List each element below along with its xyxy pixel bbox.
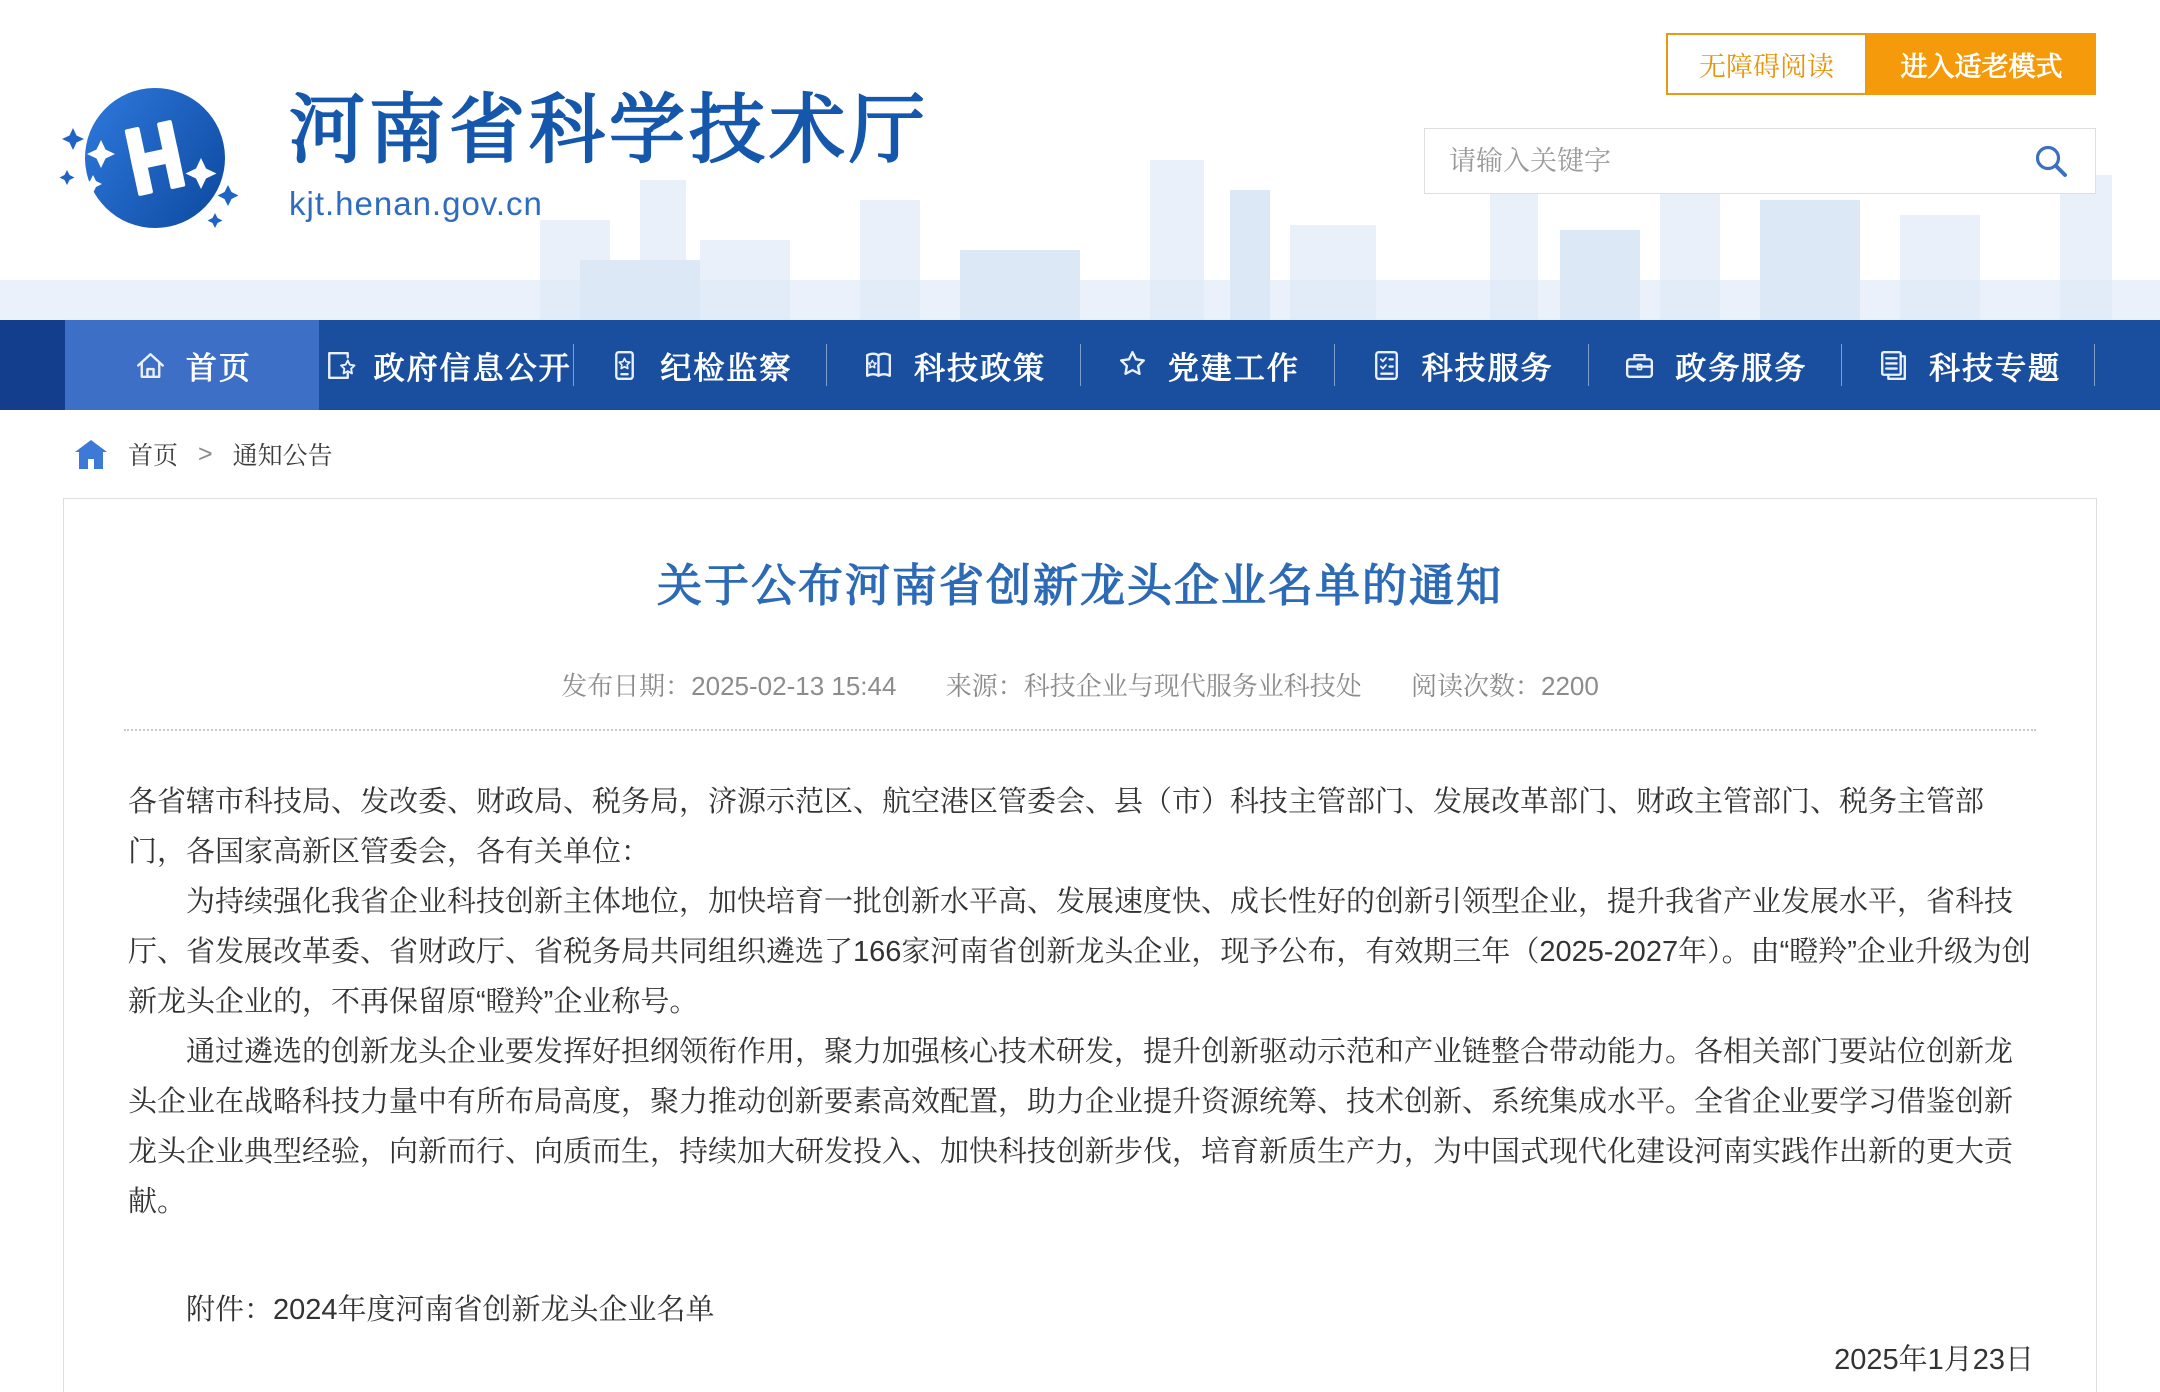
nav-item-label: 政府信息公开	[373, 350, 572, 386]
article-title: 关于公布河南省创新龙头企业名单的通知	[656, 560, 1503, 611]
nav-item-label: 科技专题	[1929, 350, 2062, 386]
nav-item-label: 首页	[185, 350, 252, 386]
article-meta	[64, 666, 2096, 703]
nav-item-gov-service[interactable]	[1588, 320, 1842, 410]
nav-left-strip	[0, 320, 65, 410]
breadcrumb-separator: >	[198, 439, 213, 468]
sci-service-checklist-icon	[1368, 347, 1405, 384]
site-header	[0, 0, 2160, 320]
paragraph: 为持续强化我省企业科技创新主体地位，加快培育一批创新水平高、发展速度快、成长性好的创新引领型企业，提升我省产业发展水平，省科技厅、省发展改革委、省财政厅、省税务局共同组织遴选了166家河南省创新龙头企业，现予公布，有效期三年（2025-2027年）。由“瞪羚”企业升级为创新龙头企业的，不再保留原“瞪羚”企业称号。	[128, 886, 2031, 1018]
nav-item-party-building[interactable]	[1080, 320, 1334, 410]
nav-right-strip	[2095, 320, 2160, 410]
nav-item-sci-topics[interactable]	[1841, 320, 2095, 410]
accessibility-reading-button[interactable]: 无障碍阅读	[1666, 33, 1867, 95]
home-icon	[132, 347, 169, 384]
nav-item-label: 科技政策	[914, 350, 1047, 386]
search-box	[1424, 128, 2096, 194]
nav-item-sci-service[interactable]	[1334, 320, 1588, 410]
paragraph: 通过遴选的创新龙头企业要发挥好担纲领衔作用，聚力加强核心技术研发，提升创新驱动示范和产业链整合带动能力。各相关部门要站位创新龙头企业在战略科技力量中有所布局高度，聚力推动创新要素高效配置，助力企业提升资源统筹、技术创新、系统集成水平。全省企业要学习借鉴创新龙头企业典型经验，向新而行、向质而生，持续加大研发投入、加快科技创新步伐，培育新质生产力，为中国式现代化建设河南实践作出新的更大贡献。	[128, 1036, 2014, 1218]
document-date: 2025年1月23日	[1834, 1344, 2034, 1376]
nav-item-gov-info[interactable]	[319, 320, 573, 410]
discipline-inspection-icon	[606, 347, 643, 384]
nav-item-label: 科技服务	[1421, 350, 1554, 386]
paragraph: 各省辖市科技局、发改委、财政局、税务局，济源示范区、航空港区管委会、县（市）科技主管部门、发展改革部门、财政主管部门、税务主管部门，各国家高新区管委会，各有关单位：	[128, 786, 1985, 868]
header-right	[1424, 33, 2096, 194]
site-url: kjt.henan.gov.cn	[289, 184, 543, 222]
elder-mode-button[interactable]: 进入适老模式	[1867, 33, 2096, 95]
nav-item-home[interactable]	[65, 320, 319, 410]
site-logo[interactable]	[55, 80, 929, 235]
nav-item-discipline[interactable]	[573, 320, 827, 410]
article-body	[64, 731, 2096, 1385]
nav-items	[65, 320, 2095, 410]
nav-item-label: 政务服务	[1675, 350, 1808, 386]
party-star-icon	[1114, 347, 1151, 384]
breadcrumb-current-link[interactable]: 通知公告	[232, 442, 333, 470]
breadcrumb	[0, 410, 2160, 498]
site-title: 河南省科学技术厅	[289, 87, 929, 173]
main-nav	[0, 320, 2160, 410]
nav-item-label: 纪检监察	[660, 350, 793, 386]
site-identity	[289, 87, 929, 223]
mode-buttons	[1424, 33, 2096, 95]
nav-item-sci-policy[interactable]	[826, 320, 1080, 410]
home-icon[interactable]	[74, 439, 108, 470]
henan-h-star-emblem-icon	[55, 80, 255, 235]
article-source: 来源：科技企业与现代服务业科技处	[945, 671, 1362, 701]
sci-policy-book-icon	[860, 347, 897, 384]
article-container	[63, 498, 2097, 1392]
breadcrumb-home-link[interactable]: 首页	[128, 442, 179, 470]
view-count: 阅读次数：2200	[1410, 671, 1599, 701]
search-icon[interactable]	[2031, 141, 2071, 181]
search-input[interactable]	[1449, 146, 2031, 177]
publish-date: 发布日期：2025-02-13 15:44	[561, 671, 897, 701]
sci-topics-doc-icon	[1875, 347, 1912, 384]
gov-info-icon	[320, 347, 357, 384]
attachment-link[interactable]: 附件：2024年度河南省创新龙头企业名单	[186, 1294, 715, 1326]
gov-service-briefcase-icon	[1621, 347, 1658, 384]
nav-item-label: 党建工作	[1167, 350, 1300, 386]
